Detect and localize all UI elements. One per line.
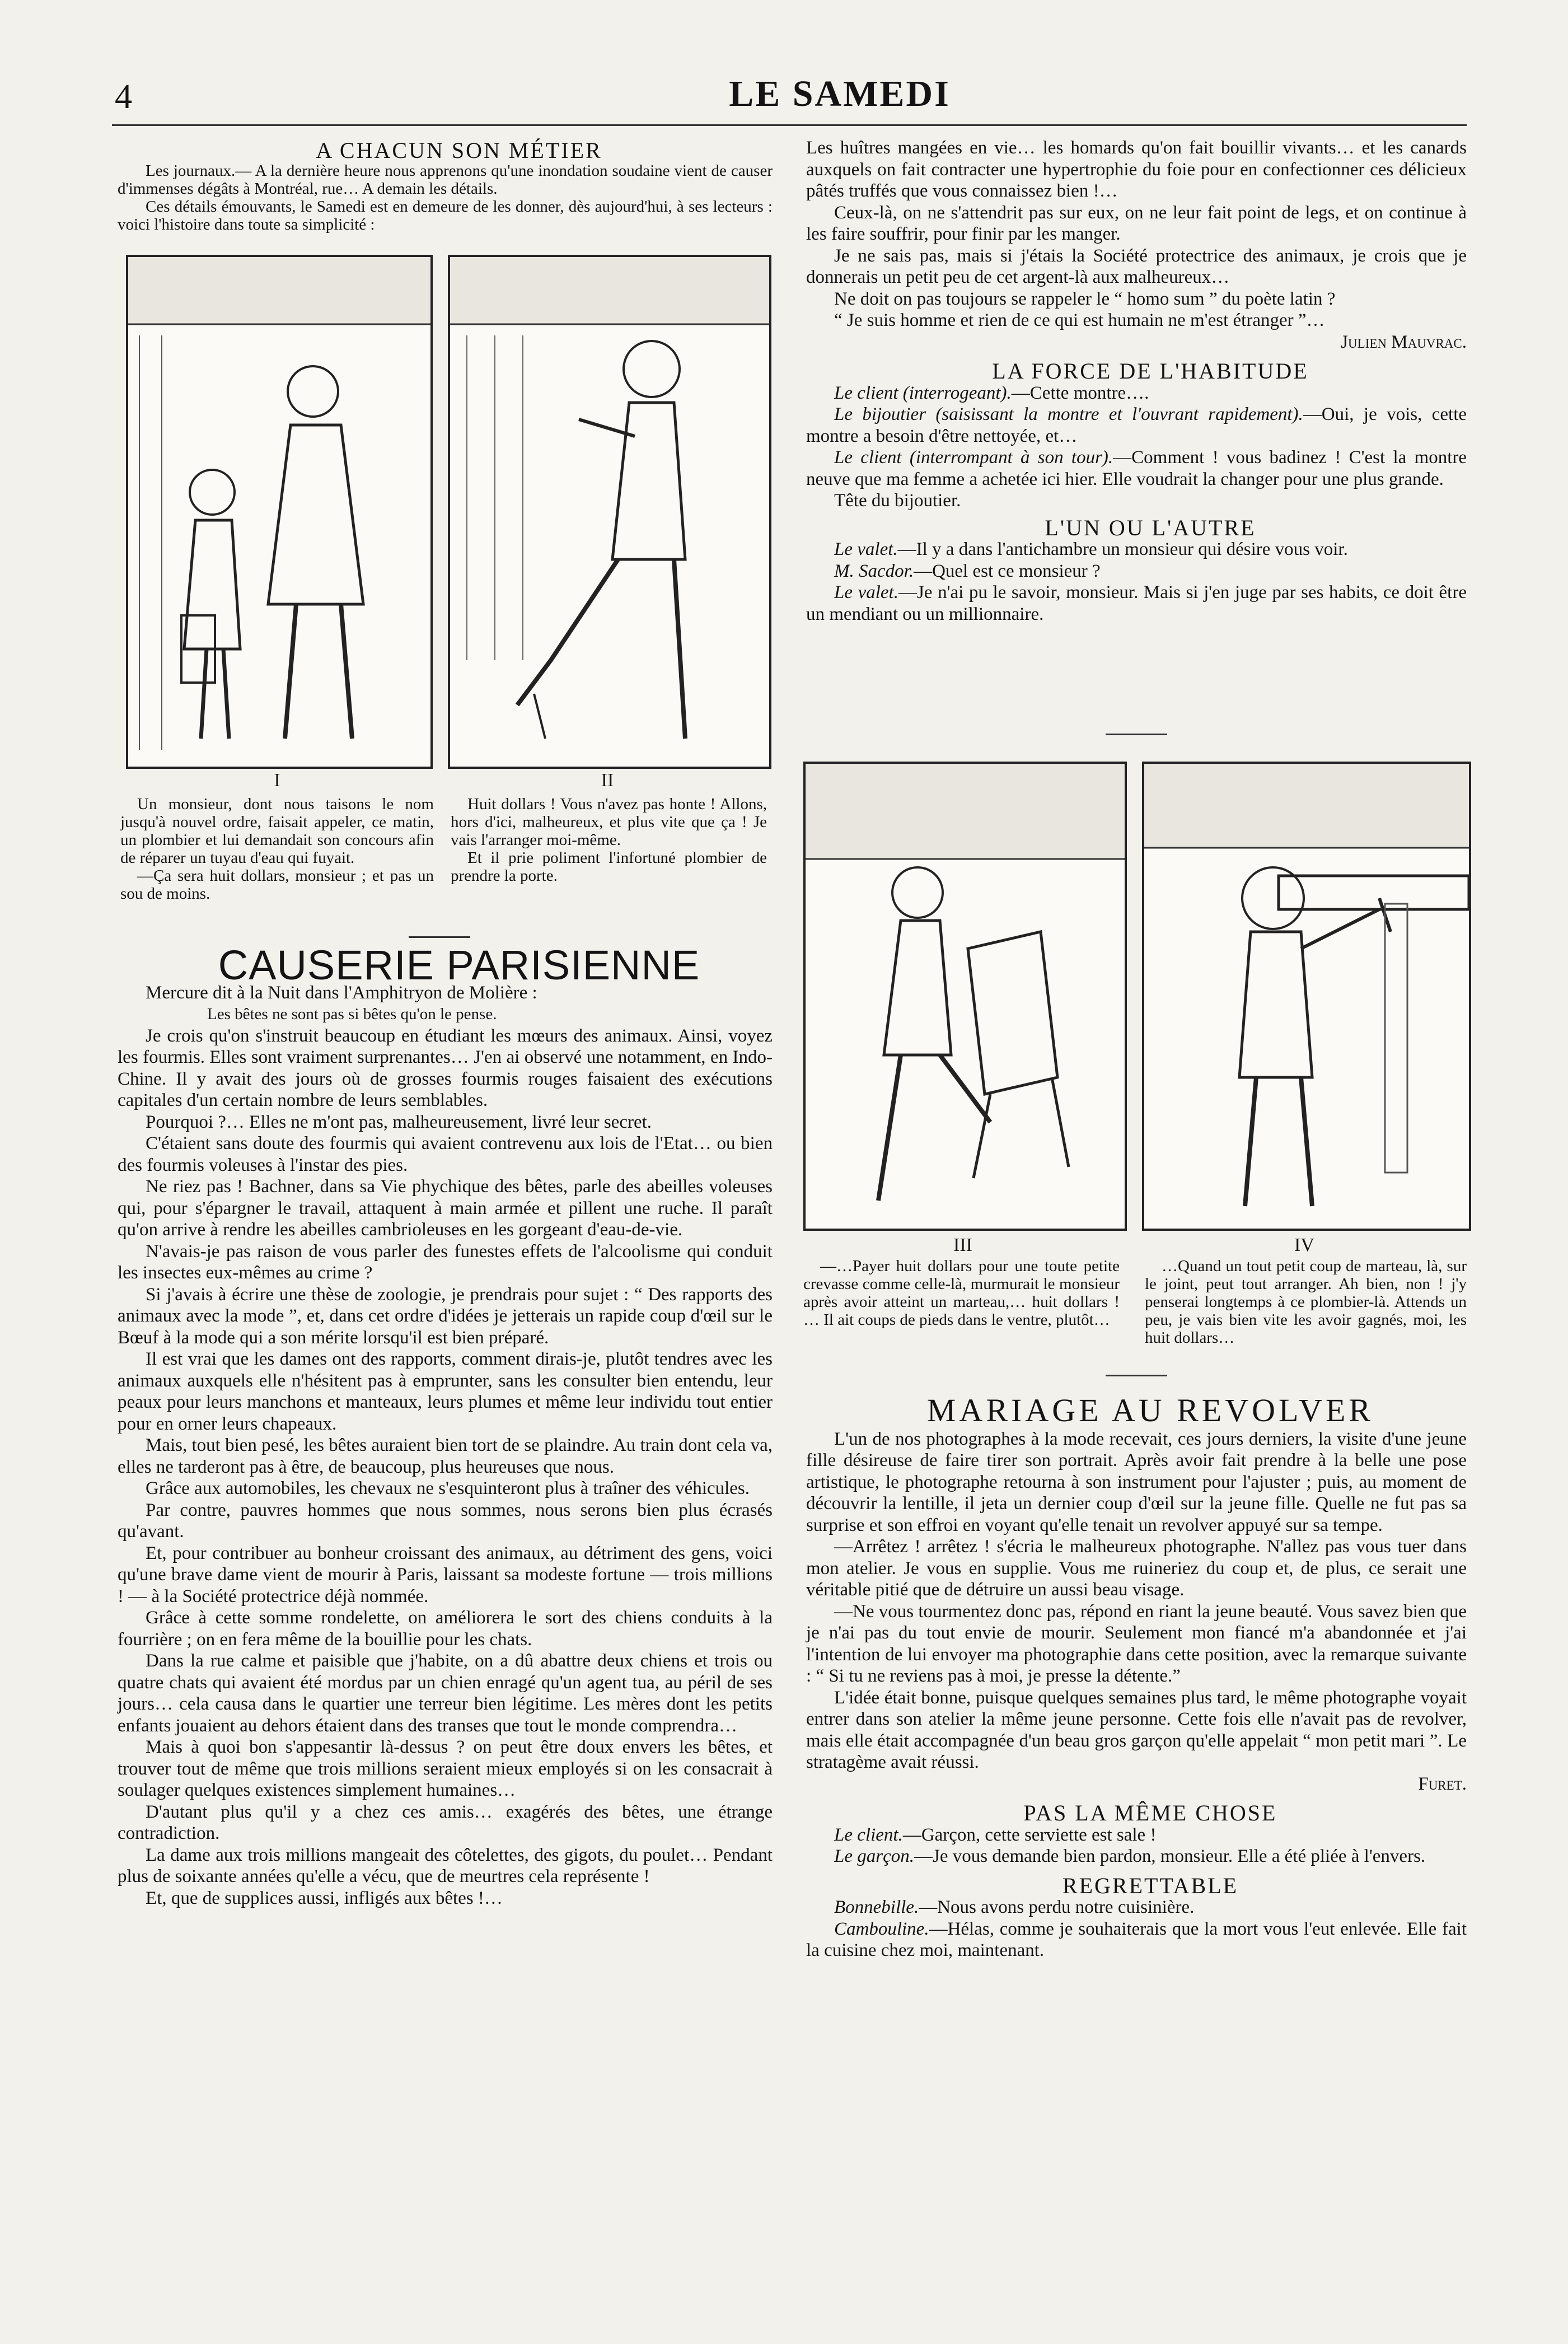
meme-chose-text-1: —Garçon, cette serviette est sale ! — [902, 1824, 1157, 1845]
journal-title: LE SAMEDI — [729, 73, 951, 114]
cartoon-panel-1 — [126, 255, 433, 769]
causerie-p2: Pourquoi ?… Elles ne m'ont pas, malheureusement, livré leur secret. — [146, 1112, 652, 1132]
mariage-p4: L'idée était bonne, puisque quelques semaines plus tard, le même photographe voyait entrer dans son atelier la même jeune personne. Cette fois elle n'avait pas de revolver, mais elle était accompagnée d'un beau gros garçon qu'elle appelait “ mon petit mari ”. Le stratagème avait réussi. — [806, 1687, 1467, 1772]
causerie-p16: La dame aux trois millions mangeait des côtelettes, des gigots, du poulet… Pendant plus de soixante années qu'elle a vécu, que de meurtres cela représente ! — [118, 1845, 773, 1887]
continuation-p5: “ Je suis homme et rien de ce qui est humain ne m'est étranger ”… — [834, 310, 1325, 330]
causerie-p5: N'avais-je pas raison de vous parler des funestes effets de l'alcoolisme qui conduit les insectes eux-mêmes au crime ? — [118, 1241, 773, 1283]
divider-1 — [409, 936, 470, 938]
hammer-illustration — [1144, 764, 1469, 1229]
panel-1-caption — [120, 795, 434, 903]
habitude-text-1: —Cette montre…. — [1011, 382, 1149, 403]
mariage-p1: L'un de nos photographes à la mode recevait, ces jours derniers, la visite d'une jeune fille désireuse de faire tirer son portrait. Après avoir fait prendre à la belle une pose artistique, le photographe retourna à son instrument pour l'ajuster ; puis, au moment de découvrir la lentille, il jeta un dernier coup d'œil sur la jeune fille. Quelle ne fut pas sa surprise et son effroi en voyant qu'elle tenait un revolver appuyé sur sa tempe. — [806, 1428, 1467, 1535]
metier-title: A CHACUN SON MÉTIER — [316, 138, 602, 163]
causerie-p6: Si j'avais à écrire une thèse de zoologie, je prendrais pour sujet : “ Des rapports des animaux avec la mode ”, et, dans cet ordre d'idées je jetterais un rapide coup d'œil sur le Bœuf à la mode qui a son mérite lorsqu'il est bien préparé. — [118, 1284, 773, 1348]
autre-speaker-3: Le valet. — [834, 582, 898, 603]
panel-3-numeral: III — [953, 1235, 972, 1255]
causerie-title: CAUSERIE PARISIENNE — [218, 942, 700, 988]
mariage-p2: —Arrêtez ! arrêtez ! s'écria le malheureux photographe. N'allez pas vous tuer dans mon atelier. Je vous en supplie. Vous me ruineriez du coup et, de plus, ce serait une véritable pitié que de détruire un aussi beau visage. — [806, 1537, 1467, 1600]
plumber-illustration — [128, 257, 430, 767]
cartoon-panel-3 — [803, 762, 1127, 1231]
continuation-p2: Ceux-là, on ne s'attendrit pas sur eux, on ne leur fait point de legs, et on continue à les faire souffrir, pour finir par les manger. — [806, 202, 1467, 244]
panel-2-caption-text-2: Et il prie poliment l'infortuné plombier de prendre la porte. — [451, 849, 767, 885]
panel-1-caption-text-2: —Ça sera huit dollars, monsieur ; et pas un sou de moins. — [120, 867, 434, 903]
autre-speaker-2: M. Sacdor. — [834, 561, 914, 581]
causerie-p13: Dans la rue calme et paisible que j'habite, on a dû abattre deux chiens et trois ou quatre chats qui avaient été mordus par un chien enragé qu'un agent tua, au péril de ses jours… cela causa dans le quartier une terreur bien légitime. Les mères dont les petits enfants jouaient au dehors étaient dans des transes que tout le monde comprendra… — [118, 1651, 773, 1736]
chair-kick-illustration — [806, 764, 1125, 1229]
mariage-signature: Furet. — [1418, 1773, 1467, 1794]
metier-intro-1: Les journaux.— A la dernière heure nous apprenons qu'une inondation soudaine vient de causer d'immenses dégâts à Montréal, rue… A demain les détails. — [118, 161, 773, 198]
causerie-continuation — [806, 137, 1467, 625]
panel-2-caption-text: Huit dollars ! Vous n'avez pas honte ! Allons, hors d'ici, malheureux, et plus vite que ça ! Je vais l'arranger moi-même. — [451, 795, 767, 849]
cartoon-panel-4 — [1142, 762, 1471, 1231]
panel-4-numeral: IV — [1294, 1235, 1314, 1255]
causerie-p1: Je crois qu'on s'instruit beaucoup en étudiant les mœurs des animaux. Ainsi, voyez les fourmis. Elles sont vraiment surprenantes… J'en ai observé une notamment, en Indo-Chine. Il y avait des jours où de grosses fourmis rouges faisaient des exécutions capitales d'un certain nombre de leurs semblables. — [118, 1025, 773, 1110]
causerie-p3: C'étaient sans doute des fourmis qui avaient contrevenu aux lois de l'Etat… ou bien des fourmis voleuses à l'instar des pies. — [118, 1133, 773, 1175]
divider-3 — [1106, 1375, 1167, 1376]
habitude-speaker-3: Le client (interrompant à son tour). — [834, 447, 1113, 468]
metier-article — [118, 140, 773, 234]
habitude-speaker-1: Le client (interrogeant). — [834, 382, 1012, 403]
mariage-article — [806, 1392, 1467, 1962]
panel-2-numeral: II — [601, 770, 614, 791]
autre-text-1: —Il y a dans l'antichambre un monsieur qui désire vous voir. — [897, 539, 1348, 559]
panel-2-caption — [451, 795, 767, 885]
continuation-p3: Je ne sais pas, mais si j'étais la Société protectrice des animaux, je crois que je donnerais un petit peu de cet argent-là aux malheureux… — [806, 245, 1467, 287]
causerie-p7: Il est vrai que les dames ont des rapports, comment dirais-je, plutôt tendres avec les animaux auxquels elle n'hésitent pas à emprunter, sans les consulter bien entendu, leur peaux pour leurs manchons et manteaux, leurs plumes et même leur individu tout entier pour en orner leurs chapeaux. — [118, 1349, 773, 1434]
causerie-p9: Grâce aux automobiles, les chevaux ne s'esquinteront plus à traîner des véhicules. — [146, 1478, 750, 1498]
cartoon-panel-2 — [448, 255, 771, 769]
autre-speaker-1: Le valet. — [834, 539, 898, 559]
causerie-p10: Par contre, pauvres hommes que nous sommes, nous serons bien plus écrasés qu'avant. — [118, 1500, 773, 1542]
continuation-p1: Les huîtres mangées en vie… les homards qu'on fait bouillir vivants… et les canards auxquels on fait contracter une hypertrophie du foie pour en confectionner ces délicieux pâtés truffés que vous connaissez bien !… — [806, 138, 1467, 201]
causerie-p17: Et, que de supplices aussi, infligés aux bêtes !… — [146, 1888, 503, 1908]
regrettable-text-1: —Nous avons perdu notre cuisinière. — [919, 1897, 1195, 1917]
regrettable-speaker-1: Bonnebille. — [834, 1897, 919, 1917]
metier-intro-2: Ces détails émouvants, le Samedi est en demeure de les donner, dès aujourd'hui, à ses lecteurs : voici l'histoire dans toute sa simplicité : — [118, 197, 773, 234]
habitude-text-3: —Comment ! vous badinez ! C'est la montre neuve que ma femme a achetée ici hier. Elle voudrait la changer pour une plus grande. — [806, 447, 1467, 489]
causerie-intro: Mercure dit à la Nuit dans l'Amphitryon de Molière : — [146, 982, 537, 1003]
habitude-ending: Tête du bijoutier. — [834, 491, 961, 511]
causerie-article — [118, 942, 773, 1909]
continuation-p4: Ne doit on pas toujours se rappeler le “ homo sum ” du poète latin ? — [834, 288, 1336, 309]
autre-text-2: —Quel est ce monsieur ? — [914, 561, 1101, 581]
header-rule — [112, 124, 1467, 126]
panel-1-caption-text: Un monsieur, dont nous taisons le nom jusqu'à nouvel ordre, faisait appeler, ce matin, un plombier et lui demandait son concours afin de réparer un tuyau d'eau qui fuyait. — [120, 795, 434, 867]
divider-2 — [1106, 734, 1167, 735]
kicking-illustration — [450, 257, 769, 767]
meme-chose-title: PAS LA MÊME CHOSE — [1023, 1800, 1277, 1825]
causerie-p8: Mais, tout bien pesé, les bêtes auraient bien tort de se plaindre. Au train dont cela va, elles ne tarderont pas à être, de beaucoup, plus heureuses que nous. — [118, 1435, 773, 1477]
mariage-title: MARIAGE AU REVOLVER — [926, 1392, 1374, 1428]
habitude-text-2: —Oui, je vois, cette montre a besoin d'être nettoyée, et… — [806, 404, 1467, 446]
page-number: 4 — [115, 78, 132, 116]
panel-3-caption-text: —…Payer huit dollars pour une toute petite crevasse comme celle-là, murmurait le monsieur après avoir atteint un marteau,… huit dollars ! … Il ait coups de pieds dans le ventre, plutôt… — [803, 1257, 1120, 1329]
regrettable-title: REGRETTABLE — [1062, 1873, 1239, 1898]
causerie-p4: Ne riez pas ! Bachner, dans sa Vie phychique des bêtes, parle des abeilles voleuses qui, pour s'épargner le travail, attaquent à main armée et pillent une ruche. Il paraît qu'on arrive à rendre les abeilles cambrioleuses en les gorgeant d'eau-de-vie. — [118, 1176, 773, 1240]
regrettable-text-2: —Hélas, comme je souhaiterais que la mort vous l'eut enlevée. Elle fait la cuisine chez moi, maintenant. — [806, 1918, 1467, 1960]
causerie-p11: Et, pour contribuer au bonheur croissant des animaux, au détriment des gens, voici qu'une brave dame vient de mourir à Paris, laissant sa modeste fortune — trois millions ! — à la Société protectrice déjà nommée. — [118, 1543, 773, 1607]
habitude-speaker-2: Le bijoutier (saisissant la montre et l'ouvrant rapidement). — [834, 404, 1303, 424]
causerie-p14: Mais à quoi bon s'appesantir là-dessus ? on peut être doux envers les bêtes, et trouver tout de même que trois millions seraient mieux employés si on les consacrait à soulager quelques existences simplement humaines… — [118, 1737, 773, 1800]
causerie-p12: Grâce à cette somme rondelette, on améliorera le sort des chiens conduits à la fourrière ; on en fera même de la bouillie pour les chats. — [118, 1608, 773, 1650]
causerie-p15: D'autant plus qu'il y a chez ces amis… exagérés des bêtes, une étrange contradiction. — [118, 1801, 773, 1843]
meme-chose-text-2: —Je vous demande bien pardon, monsieur. Elle a été pliée à l'envers. — [914, 1846, 1426, 1866]
autre-text-3: —Je n'ai pu le savoir, monsieur. Mais si j'en juge par ses habits, ce doit être un mendiant ou un millionnaire. — [806, 582, 1467, 624]
panel-3-caption — [803, 1257, 1120, 1329]
autre-title: L'UN OU L'AUTRE — [1045, 515, 1256, 540]
regrettable-speaker-2: Cambouline. — [834, 1918, 929, 1939]
causerie-quote: Les bêtes ne sont pas si bêtes qu'on le pense. — [207, 1005, 497, 1023]
meme-chose-speaker-1: Le client. — [834, 1824, 903, 1845]
panel-4-caption — [1145, 1257, 1467, 1347]
mariage-p3: —Ne vous tourmentez donc pas, répond en riant la jeune beauté. Vous savez bien que je n'ai pas du tout envie de mourir. Seulement mon fiancé m'a abandonnée et j'ai l'intention de lui envoyer ma photographie dans cette position, avec la remarque suivante : “ Si tu ne reviens pas à moi, je presse la détente.” — [806, 1601, 1467, 1686]
panel-1-numeral: I — [274, 770, 280, 791]
habitude-title: LA FORCE DE L'HABITUDE — [992, 358, 1309, 384]
meme-chose-speaker-2: Le garçon. — [834, 1846, 914, 1866]
panel-4-caption-text: …Quand un tout petit coup de marteau, là, sur le joint, peut tout arranger. Ah bien, non ! j'y penserai longtemps à ce plombier-là. Attends un peu, je vais bien vite les avoir gagnés, moi, les huit dollars… — [1145, 1257, 1467, 1347]
causerie-signature: Julien Mauvrac. — [1341, 331, 1467, 352]
